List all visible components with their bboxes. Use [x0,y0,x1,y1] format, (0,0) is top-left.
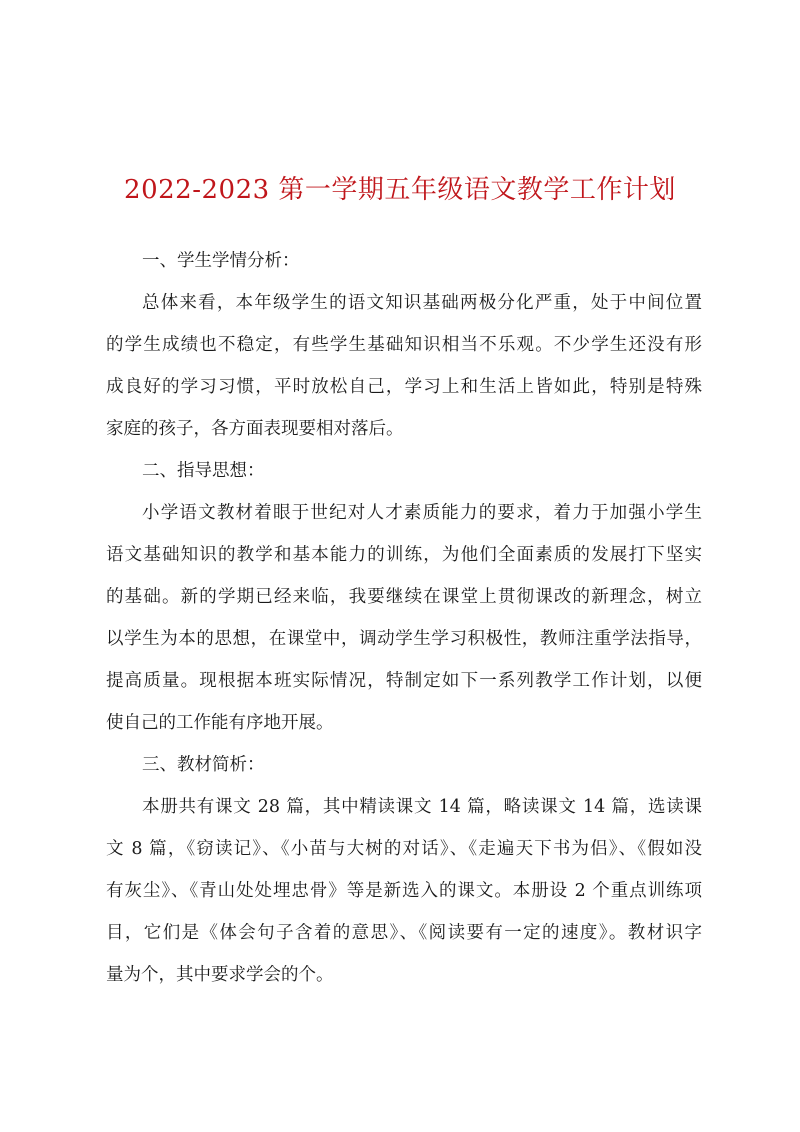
body-text-line: 以学生为本的思想，在课堂中，调动学生学习积极性，教师注重学法指导， [106,629,702,649]
body-text-line: 一、学生学情分析： [142,251,300,271]
body-text-line: 本册共有课文 28 篇，其中精读课文 14 篇，略读课文 14 篇，选读课 [142,797,702,817]
body-text-line: 提高质量。现根据本班实际情况，特制定如下一系列教学工作计划，以便 [106,671,702,691]
body-text-line: 三、教材简析： [142,755,265,775]
body-text-line: 使自己的工作能有序地开展。 [106,713,334,733]
body-text-line: 成良好的学习习惯，平时放松自己，学习上和生活上皆如此，特别是特殊 [106,377,702,397]
body-text-line: 的基础。新的学期已经来临，我要继续在课堂上贯彻课改的新理念，树立 [106,587,702,607]
body-text-line: 总体来看，本年级学生的语文知识基础两极分化严重，处于中间位置 [142,293,702,313]
body-text-line: 语文基础知识的教学和基本能力的训练，为他们全面素质的发展打下坚实 [106,545,702,565]
body-text-line: 文 8 篇，《窃读记》、《小苗与大树的对话》、《走遍天下书为侣》、《假如没 [106,839,702,859]
body-text-line: 家庭的孩子，各方面表现要相对落后。 [106,419,404,439]
document-body [106,240,702,996]
body-text-line: 有灰尘》、《青山处处埋忠骨》等是新选入的课文。本册设 2 个重点训练项 [106,881,702,901]
body-text-line: 量为个，其中要求学会的个。 [106,965,334,985]
body-text-line: 小学语文教材着眼于世纪对人才素质能力的要求，着力于加强小学生 [142,503,702,523]
body-text-line: 二、指导思想： [142,461,265,481]
document-title: 2022-2023 第一学期五年级语文教学工作计划 [124,175,676,205]
body-text-line: 的学生成绩也不稳定，有些学生基础知识相当不乐观。不少学生还没有形 [106,335,702,355]
body-text-line: 目，它们是《体会句子含着的意思》、《阅读要有一定的速度》。教材识字 [106,923,702,943]
